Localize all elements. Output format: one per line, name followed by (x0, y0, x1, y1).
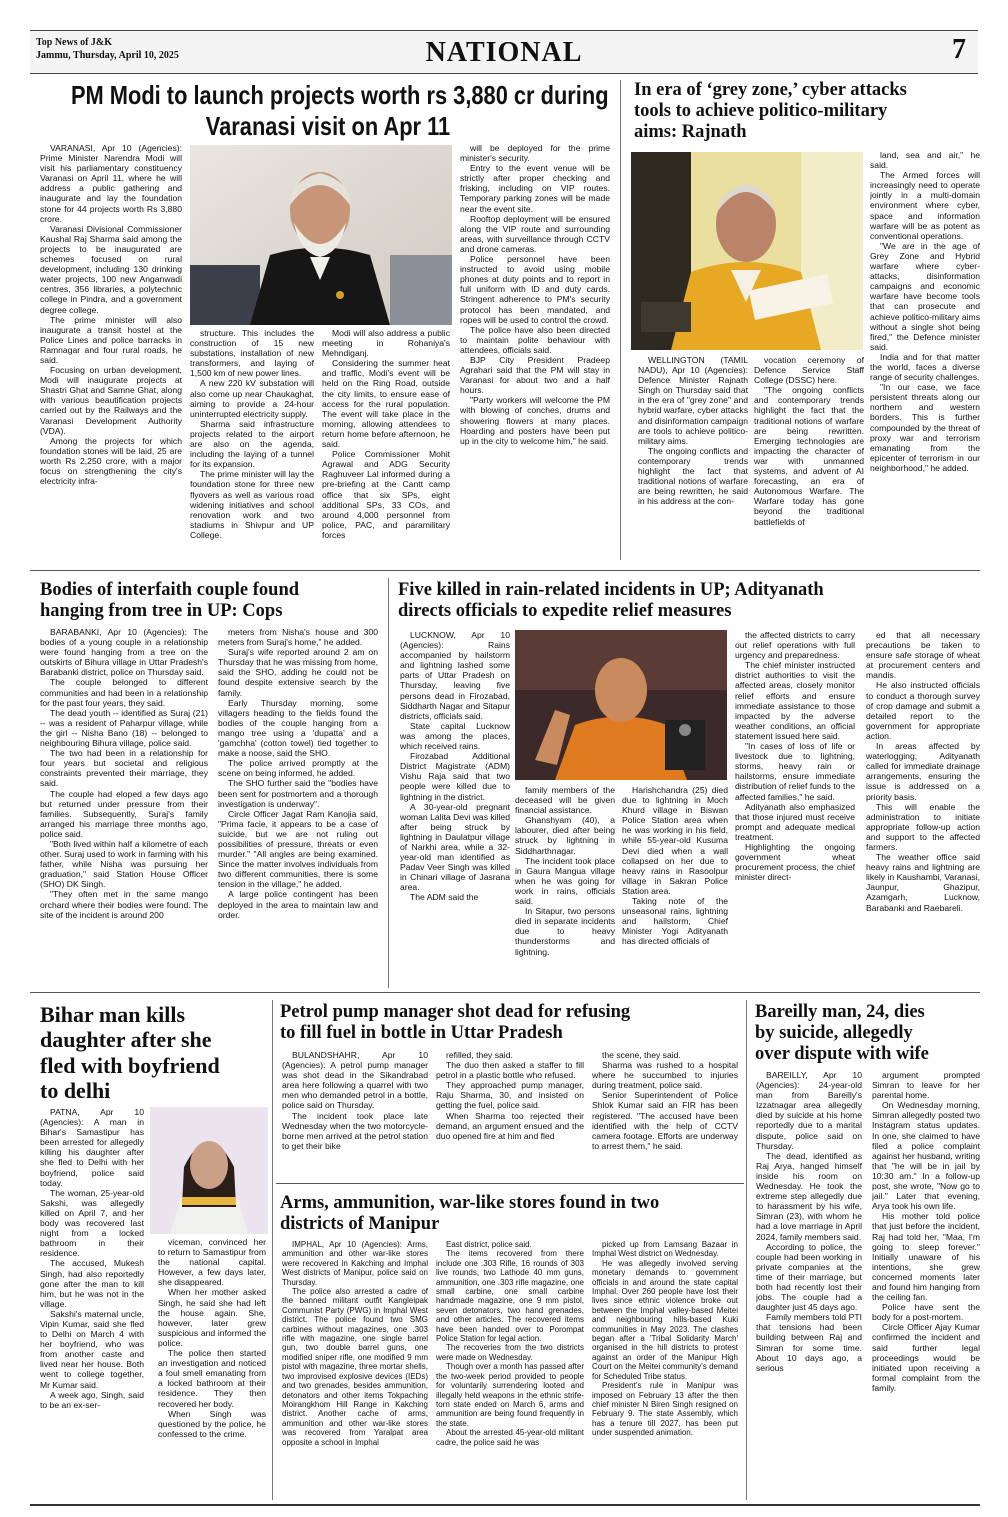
paragraph: Among the projects for which foundation stones will be laid, 25 are worth Rs 2,250 crore, with a major focus on strengthening the city's electricity infra- (40, 435, 182, 487)
paragraph: VARANASI, Apr 10 (Agencies): Prime Minister Narendra Modi will visit his parliamentary constituency Varanasi on April 11, where he will address a public gathering and inaugurate and lay the foundation stone for 44 projects worth Rs 3,880 crore. (40, 143, 182, 224)
paragraph: The police also arrested a cadre of the banned militant outfit Kangleipak Communist Party (PWG) in Imphal West district. The police found two SMG carbines without magazines, one .303 rifle with magazine, one single barrel gun, two double barrel guns, one modified sniper rifle, one modified 9 mm pistol with magazine, three mortar shells, two improvised explosive devices (IEDs) and two grenades, besides ammunition, detonators and other items Tokpaching Moirangkhom Hill Range in Kakching district. Another cache of arms, ammunition and other war-like stores was recovered from Yaralpat area opposite a school in Imphal (282, 1287, 428, 1447)
bareilly-headline (755, 1002, 985, 1065)
paragraph: State capital Lucknow was among the places, which received rains. (400, 720, 510, 752)
paragraph: Sakshi's maternal uncle, Vipin Kumar, said she fled to Delhi on March 4 with her boyfriend, who was from another caste and lived near her house. Both went to college together, Mr Kumar said. (40, 1308, 144, 1390)
paragraph: The dead youth -- identified as Suraj (21) -- was a resident of Paharpur village, while the girl -- Nisha Bano (18) -- belonged to neighbouring Bihura village, police said. (40, 707, 208, 749)
paragraph: Focusing on urban development, Modi will inaugurate projects at Shastri Ghat and Samne Ghat, along with various beautification projects carried out by the Railways and the Varanasi Development Authority (VDA). (40, 365, 182, 436)
paragraph: "Both lived within half a kilometre of each other. Suraj used to work in farming with his father, while Nisha was pursuing her graduation," said Station House Officer (SHO) DK Singh. (40, 838, 208, 890)
section-divider (30, 570, 980, 571)
rain-headline-line1: Five killed in rain-related incidents in UP; Adityanath (398, 580, 824, 600)
paragraph: Police personnel have been instructed to avoid using mobile phones at duty points and to report in full uniform with ID and duty cards. Stringent adherence to PM's security protocol has been mandated, and ropes will be used to control the crowd. (460, 254, 610, 325)
paragraph: The weather office said heavy rains and lightning are likely in Kaushambi, Varanasi, Jaunpur, Ghazipur, Azamgarh, Lucknow, Barabanki and Raebareli. (866, 852, 980, 913)
paragraph: Modi will also address a public meeting in Rohaniya's Mehndiganj. (322, 328, 450, 359)
petrol-headline-line1: Petrol pump manager shot dead for refusing (280, 1002, 631, 1022)
bodies-col-1 (40, 627, 208, 987)
paragraph: argument prompted Simran to leave for her parental home. (872, 1070, 980, 1101)
paragraph: Adityanath also emphasized that those injured must receive prompt and adequate medical treatment. (735, 801, 855, 842)
paragraph: ed that all necessary precautions be taken to ensure safe storage of wheat at procurement centers and mandis. (866, 630, 980, 681)
rajnath-col-1 (638, 355, 748, 555)
paragraph: Firozabad Additional District Magistrate (ADM) Vishu Raja said that two people were killed due to lightning in the district. (400, 751, 510, 802)
rain-col-2 (515, 785, 615, 985)
rain-col-3 (622, 785, 728, 985)
paragraph: They approached pump manager, Raju Sharma, 30, and insisted on getting the fuel, police said. (436, 1080, 584, 1111)
petrol-col-2 (436, 1050, 584, 1175)
paragraph: The duo then asked a staffer to fill petrol in a plastic bottle who refused. (436, 1060, 584, 1081)
paragraph: The incident took place late Wednesday when the two motorcycle-borne men arrived at the petrol station to get their bike (282, 1110, 428, 1151)
manipur-col-3 (592, 1240, 738, 1498)
paragraph: The accused, Mukesh Singh, had also reportedly gone after the man to kill him, but he was not in the village. (40, 1258, 144, 1309)
paragraph: East district, police said. (446, 1240, 532, 1249)
paragraph: "Party workers will welcome the PM with blowing of conches, drums and showering flowers at many places. Hoarding and posters have been put up in the city to welcome him," he said. (460, 395, 610, 446)
paragraph: The Armed forces will increasingly need to operate jointly in a multi-domain environment where cyber, space and information warfare will be as potent as conventional operations. (870, 170, 980, 241)
paragraph: Though over a month has passed after the two-week period provided to people for voluntarily surrendering looted and illegally held weapons in the ethnic strife-torn state ended on March 6, arms and ammunition are being found frequently in the state. (436, 1362, 584, 1428)
paragraph: BJP City President Pradeep Agrahari said that the PM will stay in Varanasi for about two and a half hours. (460, 354, 610, 396)
masthead (30, 30, 978, 74)
section-divider (30, 992, 980, 993)
paragraph: The two had been in a relationship for four years but societal and religious constraints prevented their marriage, they said. (40, 748, 208, 789)
petrol-col-3 (592, 1050, 738, 1175)
paragraph: Circle Officer Jagat Ram Kanojia said, "Prima facie, it appears to be a case of suicide, but we are not ruling out possibilities of pressure, threats or even murder." "All angles are being examined. Since the matter involves individuals from two different communities, there is some tension in the village," he added. (218, 808, 378, 890)
rajnath-col-2 (754, 355, 864, 555)
paragraph: "In our case, we face persistent threats along our northern and western borders. This is further compounded by the threat of proxy war and terrorism emanating from the epicenter of terrorism in our neighborhood," he added. (870, 382, 980, 473)
manipur-headline-line1: Arms, ammunition, war-like stores found in two (280, 1193, 660, 1213)
paragraph: WELLINGTON (TAMIL NADU), Apr 10 (Agencies): Defence Minister Rajnath Singh on Thursday said that in the era of "grey zone" and hybrid warfare, cyber attacks and disinformation campaign are tools to achieve politico-military aims. (638, 355, 748, 446)
paragraph: the affected districts to carry out relief operations with full urgency and preparedness. (735, 630, 855, 661)
paragraph: He also instructed officials to conduct a thorough survey of crop damage and submit a detailed report to the government for appropriate action. (866, 680, 980, 741)
paragraph: Police have sent the body for a post-mortem. (872, 1302, 980, 1323)
petrol-col-1 (282, 1050, 428, 1175)
paragraph: President's rule in Manipur was imposed on February 13 after the then chief minister N Biren Singh resigned on February 9. The state Assembly, which has a tenure till 2027, has been put under suspended animation. (592, 1381, 738, 1438)
paragraph: The chief minister instructed district authorities to visit the affected areas, closely monitor relief efforts and ensure immediate assistance to those impacted by the adverse weather conditions, an official statement issued here said. (735, 660, 855, 741)
paragraph: Early Thursday morning, some villagers heading to the fields found the bodies of the couple hanging from a mango tree using a 'dupatta' and a 'gamchha' (cotton towel) tied together to make a noose, said the SHO. (218, 697, 378, 759)
section-title: NATIONAL (425, 37, 583, 68)
rajnath-headline-line2: tools to achieve politico-military (634, 100, 888, 121)
paragraph: will be deployed for the prime minister's security. (460, 143, 610, 164)
paragraph: structure. This includes the construction of 15 new substations, installation of new transformers, and laying of 1,500 km of new power lines. (190, 328, 314, 379)
paragraph: LUCKNOW, Apr 10 (Agencies): Rains accompanied by hailstorm and lightning lashed some parts of Uttar Pradesh on Thursday, leaving five persons dead in Firozabad, Siddharth Nagar and Sitapur districts, officials said. (400, 630, 510, 721)
paragraph: Varanasi Divisional Commissioner Kaushal Raj Sharma said among the projects to be inaugurated are schemes focused on rural development, including 130 drinking water projects, 100 new Anganwadi centres, 356 libraries, a polytechnic college in Pindra, and a government degree college. (40, 223, 182, 315)
paragraph: BAREILLY, Apr 10 (Agencies): 24-year-old man from Bareilly's Izzatnagar area allegedly died by suicide at his home reportedly due to a marital dispute, police said on Thursday. (756, 1070, 862, 1151)
paragraph: "In cases of loss of life or livestock due to lightning, storms, heavy rain or hailstorms, ensure immediate distribution of relief funds to the affected families," he said. (735, 741, 855, 802)
bihar-headline-line4: to delhi (40, 1077, 111, 1103)
paragraph: Family members told PTI that tensions had been building between Raj and Simran for some time. About 10 days ago, a serious (756, 1312, 862, 1373)
modi-col-3 (322, 328, 450, 552)
paragraph: Entry to the event venue will be strictly after proper checking and frisking, including on VIP routes. Temporary parking zones will be made near the event site. (460, 163, 610, 214)
paragraph: "We are in the age of Grey Zone and Hybrid warfare where cyber-attacks, disinformation campaigns and economic warfare have become tools that can prosecute and achieve politico-military aims without a single shot being fired," the Defence minister said. (870, 240, 980, 352)
paragraph: Police Commissioner Mohit Agrawal and ADG Security Raghuveer Lal informed during a pre-briefing at the Cantt camp office that six SPs, eight additional SPs, 33 COs, and around 4,000 personnel from police, PAC, and paramilitary forces (322, 449, 450, 540)
modi-headline-line1: PM Modi to launch projects worth rs 3,880 cr during (70, 80, 609, 110)
modi-col-4 (460, 143, 610, 552)
rajnath-headline-line1: In era of ‘grey zone,’ cyber attacks (634, 80, 907, 100)
bodies-headline-line2: hanging from tree in UP: Cops (40, 600, 283, 621)
bodies-col-2 (218, 627, 378, 987)
paragraph: vocation ceremony of Defence Service Staff College (DSSC) here. (754, 355, 864, 386)
bihar-col-2 (158, 1237, 266, 1497)
paragraph: The items recovered from there include one .303 Rifle, 16 rounds of 303 live rounds, two Lathode 40 mm guns, ammunition, one .303 rifle magazine, one small carbine, one small carbine handmade magazine, one 9 mm pistol, seven detonators, two hand grenades, and other articles. The recovered items have been handed over to Porompat Police Station for legal action. (436, 1249, 584, 1344)
paragraph: meters from Nisha's house and 300 meters from Suraj's home," he added. (218, 627, 378, 648)
bihar-headline-line3: fled with boyfriend (40, 1052, 220, 1078)
section-divider (276, 1183, 744, 1184)
paragraph: land, sea and air," he said. (870, 150, 980, 171)
paragraph: In Sitapur, two persons died in separate incidents due to heavy thunderstorms and lightning. (515, 906, 615, 957)
paragraph: "The ongoing conflicts and contemporary trends highlight the fact that the traditional notions of warfare are being rewritten. Emerging technologies are impacting the character of war with unmanned systems, and advent of AI forecasting, an era of Autonomous Warfare. The Warfare today has gone beyond the traditional battlefields of (754, 385, 864, 527)
rain-col-4 (735, 630, 855, 985)
paper-name: Top News of J&K (36, 37, 113, 48)
paragraph: A week ago, Singh, said to be an ex-ser- (40, 1389, 144, 1410)
paragraph: Circle Officer Ajay Kumar confirmed the incident and said further legal proceedings would be initiated upon receiving a formal complaint from the family. (872, 1322, 980, 1393)
paragraph: Sharma was rushed to a hospital where he succumbed to injuries during treatment, police said. (592, 1060, 738, 1091)
paragraph: The SHO further said the "bodies have been sent for postmortem and a thorough investigation is underway". (218, 778, 378, 809)
paragraph: The police have also been directed to maintain polite behaviour with attendees, officials said. (460, 324, 610, 355)
paragraph: When Singh was questioned by the police, he confessed to the crime. (158, 1408, 266, 1439)
paragraph: The ADM said the (410, 892, 479, 903)
paragraph: The recoveries from the two districts were made on Wednesday. (436, 1343, 584, 1362)
rain-col-5 (866, 630, 980, 985)
column-rule (272, 1000, 273, 1500)
paragraph: A large police contingent has been deployed in the area to maintain law and order. (218, 889, 378, 920)
paragraph: Considering the summer heat and traffic, Modi's event will be held on the Ring Road, outside the city limits, to ensure ease of access for the rural population. The event will take place in the morning, allowing attendees to return home before afternoon, he said. (322, 358, 450, 450)
paragraph: In areas affected by waterlogging, Adityanath called for immediate drainage arrangements, ensuring the issue is addressed on a priority basis. (866, 741, 980, 802)
paragraph: On Wednesday morning, Simran allegedly posted two Instagram status updates. In one, she claimed to have filed a police complaint against her husband, writing that "he will be in jail by 10:30 am." In a follow-up post, she wrote, "Now go to jail." Later that evening, Arya took his own life. (872, 1100, 980, 1212)
paragraph: A new 220 kV substation will also come up near Chaukaghat, aiming to provide a 24-hour uninterrupted electricity supply. (190, 378, 314, 419)
bottom-rule (30, 1504, 980, 1506)
manipur-headline-line2: districts of Manipur (280, 1213, 440, 1234)
paragraph: picked up from Lamsang Bazaar in Imphal West district on Wednesday. (592, 1240, 738, 1259)
paragraph: The police then started an investigation and noticed a foul smell emanating from a locked bathroom at their residence. They then recovered her body. (158, 1348, 266, 1409)
paragraph: the scene, they said. (602, 1050, 681, 1060)
bihar-headline (40, 1002, 270, 1103)
manipur-col-2 (436, 1240, 584, 1498)
paragraph: The couple had eloped a few days ago but returned under pressure from their families. Subsequently, Suraj's family arranged his marriage three months ago, police said. (40, 788, 208, 839)
paragraph: Rooftop deployment will be ensured along the VIP route and surrounding areas, with surveillance through CCTV and drone cameras. (460, 213, 610, 254)
manipur-headline (280, 1193, 740, 1235)
column-rule (388, 578, 389, 988)
paragraph: PATNA, Apr 10 (Agencies): A man in Bihar's Samastipur has been arrested for allegedly killing his daughter after she fled to Delhi with her boyfriend, police said today. (40, 1107, 144, 1188)
petrol-headline (280, 1002, 720, 1044)
sakshi-photo (150, 1107, 268, 1234)
yogi-photo-illustration (515, 630, 727, 780)
page-number: 7 (952, 34, 966, 65)
paragraph: India and for that matter the world, faces a diverse range of security challenges. (870, 351, 980, 383)
paragraph: Ghanshyam (40), a labourer, died after being struck by lightning in Siddharthnagar. (515, 815, 615, 856)
paragraph: The prime minister will also inaugurate a transit hostel at the Police Lines and police barracks in Ramnagar and four rural roads, he said. (40, 314, 182, 365)
bareilly-headline-line2: by suicide, allegedly (755, 1022, 913, 1043)
paragraph: The couple belonged to different communities and had been in a relationship for the past four years, they said. (40, 677, 208, 708)
paragraph: About the arrested 45-year-old militant cadre, the police said he was (436, 1428, 584, 1447)
bihar-col-1 (40, 1107, 144, 1497)
paragraph: IMPHAL, Apr 10 (Agencies): Arms, ammunition and other war-like stores were recovered in Kakching and Imphal West districts of Manipur, police said on Thursday. (282, 1240, 428, 1287)
modi-col-1 (40, 143, 182, 551)
paragraph: His mother told police that just before the incident, Raj had told her, "Maa, I'm going to sleep forever." Initially unaware of his intentions, she grew concerned moments later and found him hanging from the ceiling fan. (872, 1211, 980, 1303)
manipur-col-1 (282, 1240, 428, 1498)
paragraph: When her mother asked Singh, he said she had left the house again. She, however, later grew suspicious and informed the police. (158, 1287, 266, 1348)
modi-headline (70, 80, 609, 142)
paragraph: He was allegedly involved serving monetary demands to government officials in and around the state capital Imphal. Over 260 people have lost their lives since ethnic violence broke out between the Imphal valley-based Meitei and neighbouring hills-based Kuki communities in May 2023. The clashes began after a 'Tribal Solidarity March' organised in the hill districts to protest against an order of the Manipur High Court on the Meitei community's demand for Scheduled Tribe status. (592, 1258, 738, 1381)
rajnath-headline-line3: aims: Rajnath (634, 121, 747, 142)
paragraph: A 30-year-old pregnant woman Lalita Devi was killed after being struck by lightning in Daulatpur village of Narkhi area, while a 32-year-old man identified as Padav Veer Singh was killed in Chinari village of Jasrana area. (400, 801, 510, 893)
rajnath-col-right (870, 150, 980, 555)
bareilly-headline-line3: over dispute with wife (755, 1043, 929, 1064)
bodies-headline (40, 580, 380, 622)
paragraph: family members of the deceased will be given financial assistance. (515, 785, 615, 816)
rajnath-photo-illustration (631, 152, 863, 350)
paragraph: When Sharma too rejected their demand, an argument ensued and the duo opened fire at him and fled (436, 1110, 584, 1141)
paragraph: According to police, the couple had been working in private companies at the time of their marriage, but both had recently lost their jobs. The couple had a daughter just 45 days ago. (756, 1241, 862, 1313)
column-rule (620, 80, 621, 560)
paragraph: BARABANKI, Apr 10 (Agencies): The bodies of a young couple in a relationship were found hanging from a tree on the outskirts of Bihura village in Uttar Pradesh's Barabanki district, police on Thursday said. (40, 627, 208, 678)
bihar-headline-line2: daughter after she (40, 1027, 212, 1053)
paragraph: The woman, 25-year-old Sakshi, was allegedly killed on April 7, and her body was recovered last night from a locked bathroom in their residence. (40, 1187, 144, 1259)
paragraph: "They often met in the same mango orchard where their bodies were found. The site of the incident is around 200 (40, 889, 208, 920)
paragraph: BULANDSHAHR, Apr 10 (Agencies): A petrol pump manager was shot dead in the Sikandrabad area here following a quarrel with two men who demanded petrol in a bottle, police said on Thursday. (282, 1050, 428, 1111)
rain-headline (398, 580, 983, 622)
yogi-photo (515, 630, 727, 780)
paragraph: This will enable the administration to initiate appropriate follow-up action and support to the affected farmers. (866, 801, 980, 852)
bareilly-col-2 (872, 1070, 980, 1498)
rajnath-photo (631, 152, 863, 350)
paragraph: The ongoing conflicts and contemporary trends highlight the fact that traditional notions of warfare are being rewritten, he said in his address at the con- (638, 445, 748, 507)
paragraph: The police arrived promptly at the scene on being informed, he added. (218, 758, 378, 779)
paragraph: Taking note of the unseasonal rains, lightning and hailstorm, Chief Minister Yogi Adityanath has directed officials of (622, 896, 728, 947)
paragraph: Suraj's wife reported around 2 am on Thursday that he was missing from home, said the SHO, adding he could not be found despite extensive search by the family. (218, 647, 378, 698)
bihar-headline-line1: Bihar man kills (40, 1002, 186, 1027)
rajnath-headline (634, 80, 979, 143)
paragraph: Sharma said infrastructure projects related to the airport are also on the agenda, including the laying of a tunnel for its expansion. (190, 418, 314, 470)
bodies-headline-line1: Bodies of interfaith couple found (40, 580, 300, 600)
dateline: Jammu, Thursday, April 10, 2025 (36, 50, 179, 61)
rain-col-1 (400, 630, 510, 985)
paragraph: viceman, convinced her to return to Samastipur from the national capital. However, a few days later, she disappeared. (158, 1237, 266, 1288)
column-rule (746, 1000, 747, 1500)
modi-photo-illustration (190, 145, 452, 325)
paragraph: Harishchandra (25) died due to lightning in Moch Khurd village in Biswan Police Station area when he was working in his field, while 55-year-old Kusuma Devi died when a wall collapsed on her due to heavy rains in Rasoolpur village in Sakran Police Station area. (622, 785, 728, 896)
paragraph: Highlighting the ongoing government wheat procurement process, the chief minister direct- (735, 841, 855, 883)
bareilly-col-1 (756, 1070, 862, 1498)
paragraph: The incident took place in Gaura Mangua village when he was going for work in rains, officials said. (515, 855, 615, 907)
bareilly-headline-line1: Bareilly man, 24, dies (755, 1002, 925, 1022)
modi-photo (190, 145, 452, 325)
rain-headline-line2: directs officials to expedite relief measures (398, 600, 732, 621)
modi-col-2 (190, 328, 314, 552)
paragraph: Senior Superintendent of Police Shlok Kumar said an FIR has been registered. "The accused have been identified with the help of CCTV camera footage. Efforts are underway to arrest them," he said. (592, 1090, 738, 1151)
petrol-headline-line2: to fill fuel in bottle in Uttar Pradesh (280, 1022, 563, 1043)
modi-headline-line2: Varanasi visit on Apr 11 (205, 111, 451, 141)
sakshi-photo-illustration (150, 1107, 268, 1234)
paragraph: refilled, they said. (446, 1050, 513, 1060)
paragraph: The dead, identified as Raj Arya, hanged himself inside his room on Wednesday. He took the extreme step allegedly due to harassment by his wife, Simran (23), with whom he had a love marriage in April 2024, family members said. (756, 1150, 862, 1242)
paragraph: The prime minister will lay the foundation stone for three new flyovers as well as various road widening initiatives and school renovation work and two stadiums in Shivpur and UP College. (190, 469, 314, 540)
